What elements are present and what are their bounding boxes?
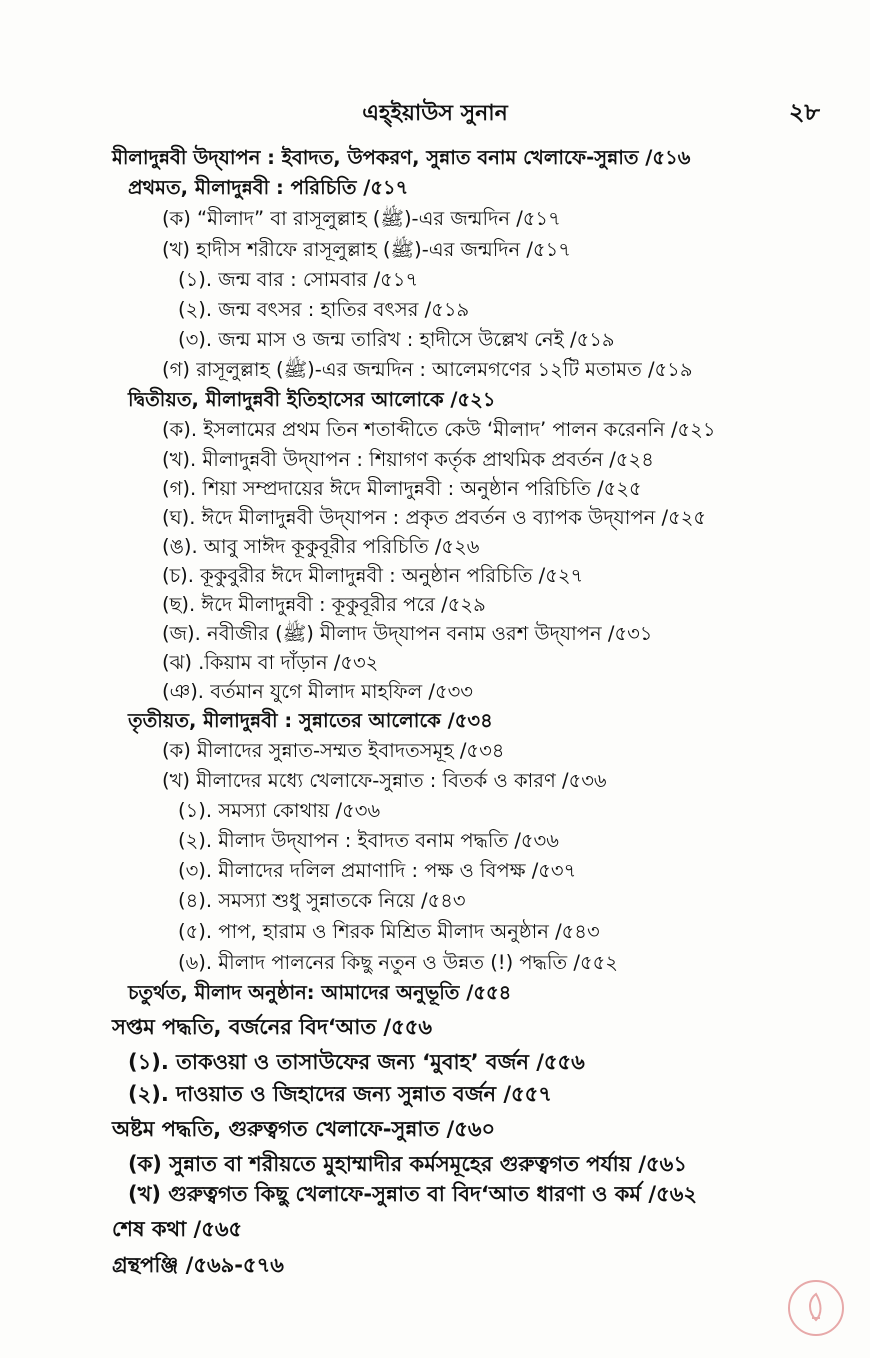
toc-item: (ক) মীলাদের সুন্নাত-সম্মত ইবাদতসমূহ /৫৩৪ bbox=[162, 739, 505, 762]
page-number: ২৮ bbox=[788, 98, 820, 126]
toc-item: (জ). নবীজীর (ﷺ) মীলাদ উদ্‌যাপন বনাম ওরশ উদ্‌যাপন /৫৩১ bbox=[162, 622, 653, 645]
running-title: এহ্ইয়াউস সুনান bbox=[362, 101, 508, 126]
toc-item: (ক) “মীলাদ” বা রাসূলুল্লাহ (ﷺ)-এর জন্মদিন /৫১৭ bbox=[162, 207, 561, 230]
toc-section: প্রথমত, মীলাদুন্নবী : পরিচিতি /৫১৭ bbox=[128, 176, 409, 199]
toc-section: (২). দাওয়াত ও জিহাদের জন্য সুন্নাত বর্জন /৫৫৭ bbox=[128, 1082, 552, 1106]
toc-item: (ঘ). ঈদে মীলাদুন্নবী উদ্‌যাপন : প্রকৃত প্রবর্তন ও ব্যাপক উদ্‌যাপন /৫২৫ bbox=[162, 506, 707, 529]
toc-item: (খ) হাদীস শরীফে রাসূলুল্লাহ (ﷺ)-এর জন্মদিন /৫১৭ bbox=[162, 238, 571, 261]
toc-subitem: (২). জন্ম বৎসর : হাতির বৎসর /৫১৯ bbox=[178, 298, 470, 321]
toc-section: চতুর্থত, মীলাদ অনুষ্ঠান: আমাদের অনুভূতি /৫৫৪ bbox=[128, 981, 512, 1004]
toc-chapter-heading: সপ্তম পদ্ধতি, বর্জনের বিদ‘আত /৫৫৬ bbox=[112, 1015, 432, 1039]
toc-item: (খ) মীলাদের মধ্যে খেলাফে-সুন্নাত : বিতর্ক ও কারণ /৫৩৬ bbox=[162, 769, 607, 792]
toc-subitem: (৩). মীলাদের দলিল প্রমাণাদি : পক্ষ ও বিপক্ষ /৫৩৭ bbox=[178, 859, 577, 882]
toc-section: (১). তাকওয়া ও তাসাউফের জন্য ‘মুবাহ’ বর্জন /৫৫৬ bbox=[128, 1050, 585, 1074]
toc-chapter-heading: অষ্টম পদ্ধতি, গুরুত্বগত খেলাফে-সুন্নাত /৫৬০ bbox=[112, 1117, 496, 1141]
toc-item: (ঝ) .কিয়াম বা দাঁড়ান /৫৩২ bbox=[162, 651, 379, 674]
toc-subitem: (৪). সমস্যা শুধু সুন্নাতকে নিয়ে /৫৪৩ bbox=[178, 889, 466, 912]
toc-section: (ক) সুন্নাত বা শরীয়তে মুহাম্মাদীর কর্মসমূহের গুরুত্বগত পর্যায় /৫৬১ bbox=[128, 1152, 687, 1176]
toc-item: (গ) রাসূলুল্লাহ (ﷺ)-এর জন্মদিন : আলেমগণের ১২টি মতামত /৫১৯ bbox=[162, 358, 693, 381]
toc-subitem: (৫). পাপ, হারাম ও শিরক মিশ্রিত মীলাদ অনুষ্ঠান /৫৪৩ bbox=[178, 920, 600, 943]
toc-item: (ঙ). আবু সাঈদ কূকুবূরীর পরিচিতি /৫২৬ bbox=[162, 535, 480, 558]
toc-subitem: (৩). জন্ম মাস ও জন্ম তারিখ : হাদীসে উল্লেখ নেই /৫১৯ bbox=[178, 328, 615, 351]
toc-subitem: (২). মীলাদ উদ্‌যাপন : ইবাদত বনাম পদ্ধতি /৫৩৬ bbox=[178, 829, 559, 852]
toc-chapter-heading: মীলাদুন্নবী উদ্‌যাপন : ইবাদত, উপকরণ, সুন্নাত বনাম খেলাফে-সুন্নাত /৫১৬ bbox=[112, 146, 691, 169]
toc-subitem: (১). সমস্যা কোথায় /৫৩৬ bbox=[178, 799, 381, 822]
publisher-logo-icon bbox=[788, 1280, 844, 1336]
toc-item: (ঞ). বর্তমান যুগে মীলাদ মাহফিল /৫৩৩ bbox=[162, 680, 473, 703]
toc-subitem: (১). জন্ম বার : সোমবার /৫১৭ bbox=[178, 268, 419, 291]
toc-item: (ছ). ঈদে মীলাদুন্নবী : কূকুবূরীর পরে /৫২৯ bbox=[162, 593, 486, 616]
toc-item: (খ). মীলাদুন্নবী উদ্‌যাপন : শিয়াগণ কর্তৃক প্রাথমিক প্রবর্তন /৫২৪ bbox=[162, 448, 654, 471]
toc-section: (খ) গুরুত্বগত কিছু খেলাফে-সুন্নাত বা বিদ‘আত ধারণা ও কর্ম /৫৬২ bbox=[128, 1182, 698, 1206]
toc-item: (চ). কূকুবুরীর ঈদে মীলাদুন্নবী : অনুষ্ঠান পরিচিতি /৫২৭ bbox=[162, 564, 584, 587]
toc-subitem: (৬). মীলাদ পালনের কিছু নতুন ও উন্নত (!) পদ্ধতি /৫৫২ bbox=[178, 951, 618, 974]
toc-item: (গ). শিয়া সম্প্রদায়ের ঈদে মীলাদুন্নবী : অনুষ্ঠান পরিচিতি /৫২৫ bbox=[162, 477, 642, 500]
toc-chapter-heading: শেষ কথা /৫৬৫ bbox=[112, 1217, 243, 1241]
toc-section: দ্বিতীয়ত, মীলাদুন্নবী ইতিহাসের আলোকে /৫২১ bbox=[128, 388, 496, 411]
toc-chapter-heading: গ্রন্থপঞ্জি /৫৬৯-৫৭৬ bbox=[112, 1253, 284, 1277]
toc-section: তৃতীয়ত, মীলাদুন্নবী : সুন্নাতের আলোকে /৫৩৪ bbox=[128, 709, 493, 732]
toc-item: (ক). ইসলামের প্রথম তিন শতাব্দীতে কেউ ‘মীলাদ’ পালন করেননি /৫২১ bbox=[162, 418, 716, 441]
